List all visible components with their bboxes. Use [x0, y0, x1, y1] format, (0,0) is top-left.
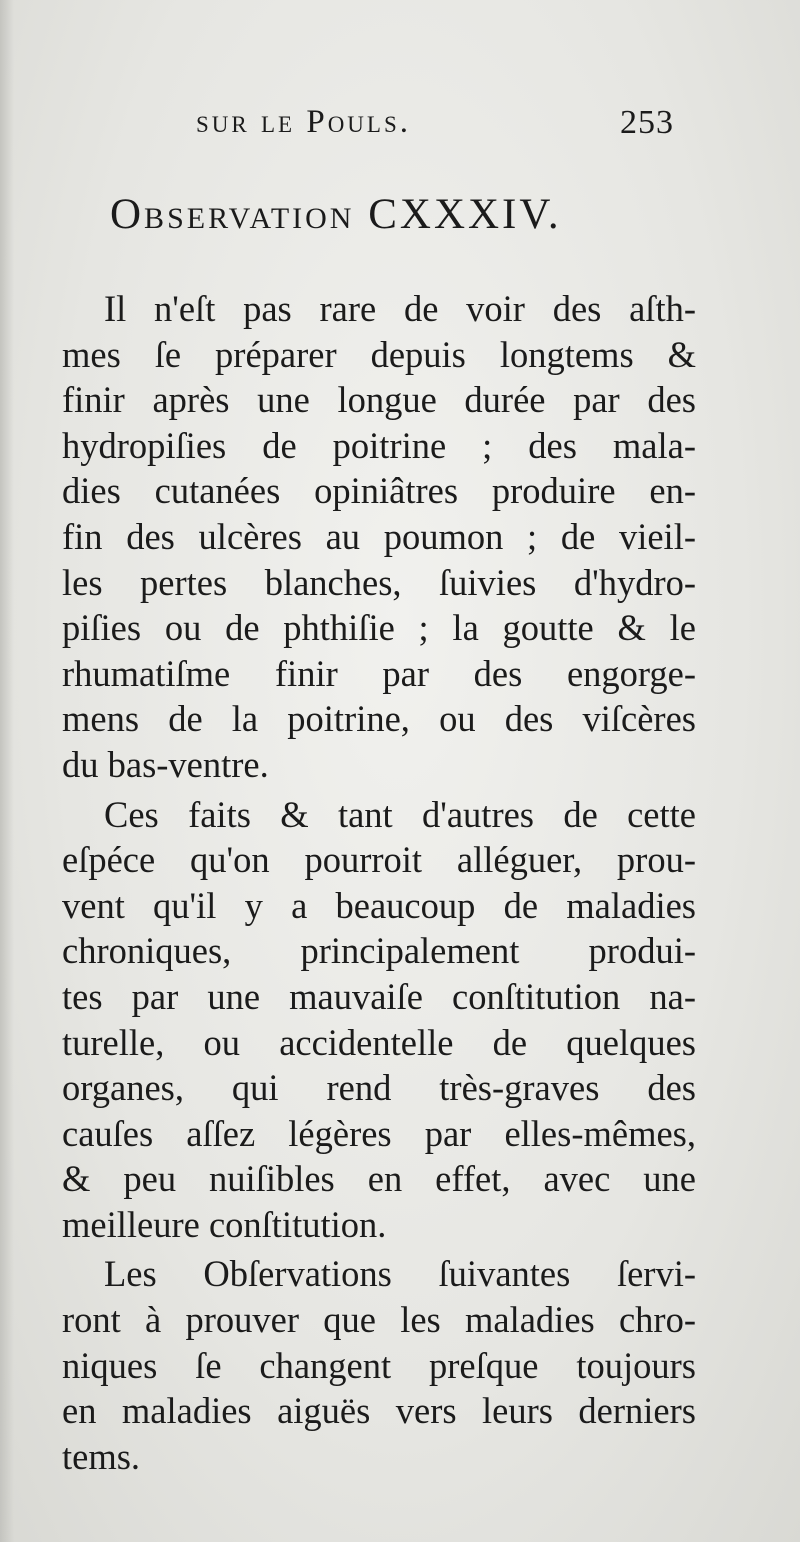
text-line: ront à prouver que les maladies chro-: [62, 1299, 696, 1341]
text-line: Ces faits & tant d'autres de cette: [104, 793, 696, 835]
paragraph-1: [62, 286, 696, 788]
paragraph-3: [62, 1251, 696, 1479]
text-line: finir après une longue durée par des: [62, 379, 696, 421]
observation-heading: Observation CXXXIV.: [110, 191, 562, 238]
text-line: niques ſe changent preſque toujours: [62, 1344, 696, 1386]
page-edge-shadow: [0, 0, 14, 1542]
text-line: Il n'eſt pas rare de voir des aſth-: [104, 288, 696, 329]
text-line: vent qu'il y a beaucoup de maladies: [62, 884, 696, 926]
paragraph-2: [62, 792, 696, 1248]
text-line: eſpéce qu'on pourroit alléguer, prou-: [62, 839, 696, 881]
text-line: en maladies aiguës vers leurs derniers: [62, 1390, 696, 1432]
running-head: [0, 104, 800, 154]
text-line: du bas-ventre.: [62, 743, 269, 785]
text-line: mes ſe préparer depuis longtems &: [62, 333, 696, 375]
body-text: [62, 286, 696, 1479]
text-line: dies cutanées opiniâtres produire en-: [62, 470, 696, 512]
text-line: tems.: [62, 1435, 141, 1477]
text-line: piſies ou de phthiſie ; la goutte & le: [62, 607, 696, 649]
text-line: rhumatiſme finir par des engorge-: [62, 652, 696, 694]
running-head-title: sur le Pouls.: [196, 104, 412, 140]
text-line: organes, qui rend très-graves des: [62, 1067, 696, 1109]
page-number: 253: [620, 104, 674, 141]
text-line: hydropiſies de poitrine ; des mala-: [62, 424, 696, 466]
text-line: cauſes aſſez légères par elles-mêmes,: [62, 1112, 696, 1154]
text-line: & peu nuiſibles en effet, avec une: [62, 1158, 696, 1200]
text-line: les pertes blanches, ſuivies d'hydro-: [62, 561, 696, 603]
text-line: tes par une mauvaiſe conſtitution na-: [62, 975, 696, 1017]
text-line: chroniques, principalement produi-: [62, 930, 696, 972]
text-line: turelle, ou accidentelle de quelques: [62, 1021, 696, 1063]
text-line: mens de la poitrine, ou des viſcères: [62, 698, 696, 740]
text-line: meilleure conſtitution.: [62, 1203, 387, 1245]
text-line: Les Obſervations ſuivantes ſervi-: [104, 1253, 696, 1295]
text-line: fin des ulcères au poumon ; de vieil-: [62, 515, 696, 557]
